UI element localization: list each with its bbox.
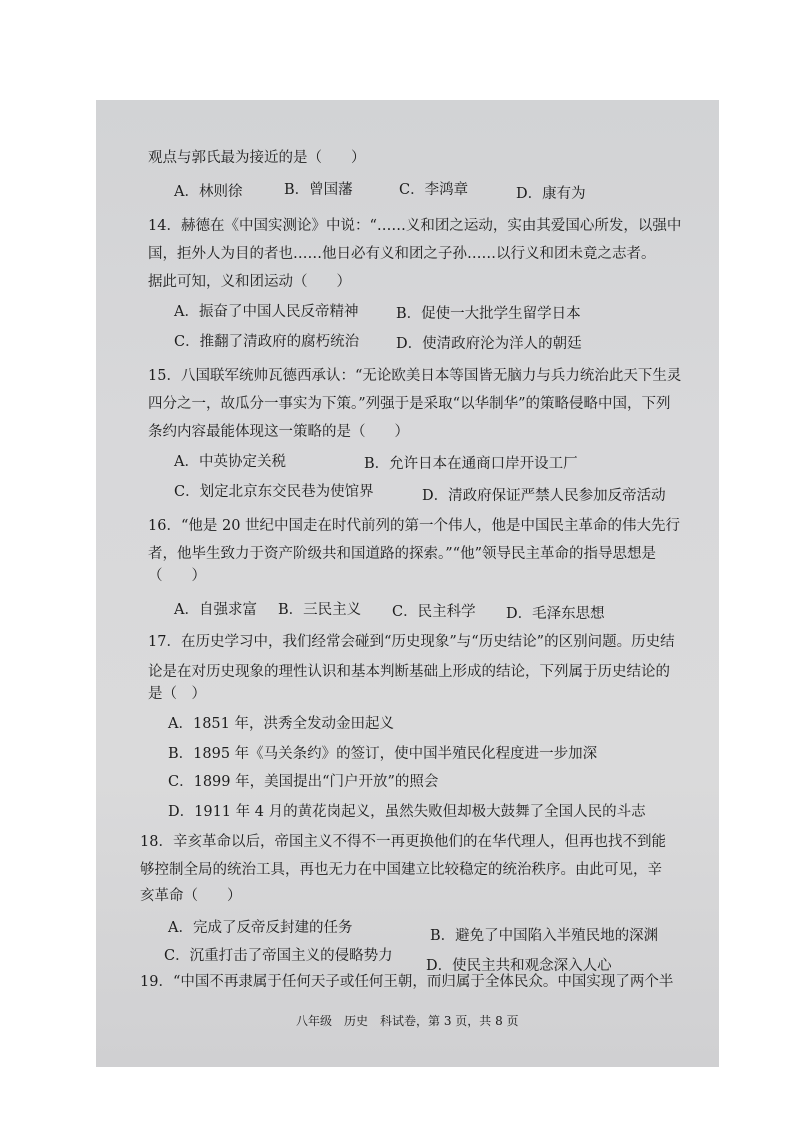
exam-page [96, 100, 719, 1067]
q17-option-d: D．1911 年 4 月的黄花岗起义，虽然失败但却极大鼓舞了全国人民的斗志 [168, 804, 646, 820]
q14-stem-line2: 国，拒外人为目的者也……他日必有义和团之子孙……以行义和团未竟之志者。 [148, 246, 656, 262]
q17-stem-line3: 是（ ） [148, 686, 206, 702]
q17-option-c: C．1899 年，美国提出“门户开放”的照会 [168, 774, 439, 790]
q16-stem-line3: （ ） [148, 568, 206, 584]
page-footer: 八年级 历史 科试卷，第 3 页，共 8 页 [296, 1014, 519, 1028]
q15-stem-line3: 条约内容最能体现这一策略的是（ ） [148, 424, 409, 440]
q15-option-d: D．清政府保证严禁人民参加反帝活动 [422, 488, 666, 504]
q14-option-d: D．使清政府沦为洋人的朝廷 [396, 336, 582, 352]
q16-option-a: A．自强求富 [174, 602, 257, 618]
q15-stem-line1: 15．八国联军统帅瓦德西承认：“无论欧美日本等国皆无脑力与兵力统治此天下生灵 [148, 368, 682, 384]
q17-stem-line2: 论是在对历史现象的理性认识和基本判断基础上形成的结论，下列属于历史结论的 [148, 664, 670, 680]
q18-stem-line1: 18．辛亥革命以后，帝国主义不得不一再更换他们的在华代理人，但再也找不到能 [140, 834, 666, 850]
q13-option-d: D．康有为 [516, 186, 586, 202]
q17-option-b: B．1895 年《马关条约》的签订，使中国半殖民化程度进一步加深 [168, 746, 598, 762]
q13-option-b: B．曾国藩 [284, 182, 353, 198]
q18-option-b: B．避免了中国陷入半殖民地的深渊 [430, 928, 659, 944]
q18-option-d: D．使民主共和观念深入人心 [426, 958, 612, 974]
q18-option-c: C．沉重打击了帝国主义的侵略势力 [164, 948, 393, 964]
q16-stem-line2: 者，他毕生致力于资产阶级共和国道路的探索。”“他”领导民主革命的指导思想是 [148, 546, 656, 562]
q13-option-c: C．李鸿章 [399, 182, 469, 198]
q14-option-b: B．促使一大批学生留学日本 [396, 306, 581, 322]
q18-stem-line2: 够控制全局的统治工具，再也无力在中国建立比较稳定的统治秩序。由此可见，辛 [140, 862, 662, 878]
q16-option-c: C．民主科学 [392, 604, 476, 620]
q15-option-a: A．中英协定关税 [174, 454, 286, 470]
q14-option-a: A．振奋了中国人民反帝精神 [174, 304, 359, 320]
q15-stem-line2: 四分之一，故瓜分一事实为下策。”列强于是采取“以华制华”的策略侵略中国，下列 [148, 396, 671, 412]
q13-option-a: A．林则徐 [174, 184, 243, 200]
q16-option-b: B．三民主义 [278, 602, 362, 618]
q15-option-c: C．划定北京东交民巷为使馆界 [174, 484, 374, 500]
q17-option-a: A．1851 年，洪秀全发动金田起义 [168, 716, 394, 732]
q19-stem-line1: 19．“中国不再隶属于任何天子或任何王朝，而归属于全体民众。中国实现了两个半 [140, 974, 674, 990]
q15-option-b: B．允许日本在通商口岸开设工厂 [364, 456, 578, 472]
q14-stem-line1: 14．赫德在《中国实测论》中说：“……义和团之运动，实由其爱国心所发，以强中 [148, 218, 682, 234]
q18-stem-line3: 亥革命（ ） [140, 888, 242, 904]
q18-option-a: A．完成了反帝反封建的任务 [168, 920, 353, 936]
intro-line: 观点与郭氏最为接近的是（ ） [148, 150, 366, 166]
q14-option-c: C．推翻了清政府的腐朽统治 [174, 334, 360, 350]
q17-stem-line1: 17．在历史学习中，我们经常会碰到“历史现象”与“历史结论”的区别问题。历史结 [148, 634, 675, 650]
q16-option-d: D．毛泽东思想 [506, 606, 605, 622]
q14-stem-line3: 据此可知，义和团运动（ ） [148, 274, 351, 290]
q16-stem-line1: 16．“他是 20 世纪中国走在时代前列的第一个伟人，他是中国民主革命的伟大先行 [148, 518, 681, 534]
